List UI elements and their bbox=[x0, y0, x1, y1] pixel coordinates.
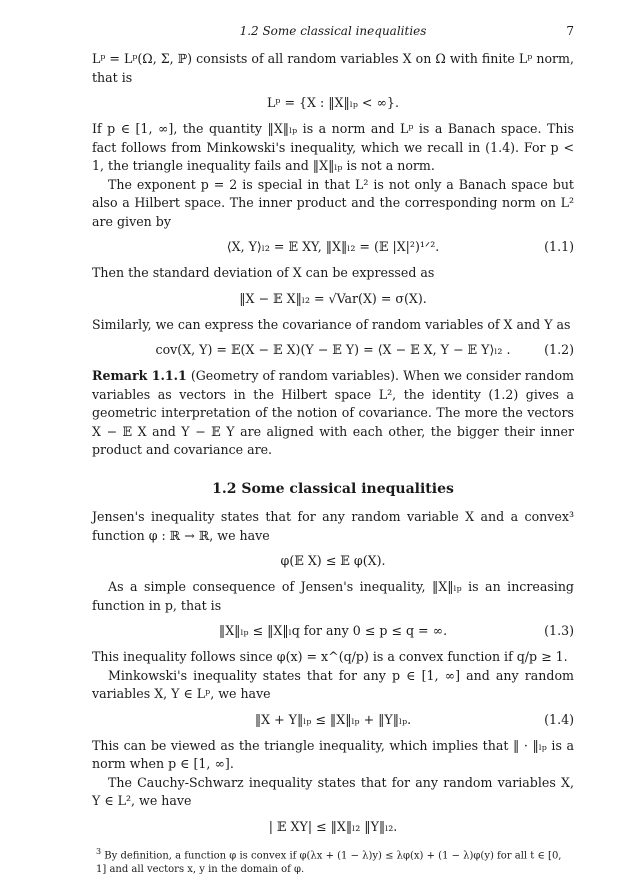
page-number: 7 bbox=[566, 24, 574, 38]
remark-body: (Geometry of random variables). When we consider random variables as vectors in the Hilbert space L², the identity (1.2) gives a geometric interpretation of the notion of covariance. The more the vectors X − 𝔼 X and Y − 𝔼 Y are aligned with each other, the bigger their inner product and covariance are. bbox=[92, 368, 574, 457]
equation-1-1 bbox=[92, 237, 574, 257]
equation-1-4 bbox=[92, 710, 574, 730]
paragraph-banach: If p ∈ [1, ∞], the quantity ‖X‖ₗₚ is a norm and Lᵖ is a Banach space. This fact follows from Minkowski's inequality, which we recall in (1.4). For p < 1, the triangle inequality fails and ‖X‖ₗₚ is not a norm. bbox=[92, 121, 574, 173]
equation-text: ‖X + Y‖ₗₚ ≤ ‖X‖ₗₚ + ‖Y‖ₗₚ. bbox=[254, 711, 412, 727]
equation-number: (1.4) bbox=[544, 711, 574, 727]
remark-1-1-1 bbox=[92, 367, 574, 460]
footnote bbox=[92, 845, 574, 877]
footnote-text: By definition, a function φ is convex if φ(λx + (1 − λ)y) ≤ λφ(x) + (1 − λ)φ(y) for all t ∈ [0, 1] and all vectors x, y in the domain of φ. bbox=[96, 849, 562, 875]
equation-text: ‖X − 𝔼 X‖ₗ₂ = √Var(X) = σ(X). bbox=[239, 290, 427, 306]
equation-text: Lᵖ = {X : ‖X‖ₗₚ < ∞}. bbox=[267, 95, 399, 110]
equation-number: (1.2) bbox=[544, 342, 574, 357]
footnote-mark: 3 bbox=[96, 846, 102, 856]
paragraph-jensen: Jensen's inequality states that for any random variable X and a convex³ function φ : ℝ → ℝ, we have bbox=[92, 509, 574, 543]
equation-text: ⟨X, Y⟩ₗ₂ = 𝔼 XY, ‖X‖ₗ₂ = (𝔼 |X|²)¹ᐟ². bbox=[226, 239, 440, 254]
equation-text: cov(X, Y) = 𝔼(X − 𝔼 X)(Y − 𝔼 Y) = ⟨X − 𝔼 X, Y − 𝔼 Y⟩ₗ₂ . bbox=[155, 342, 511, 357]
paragraph-triangle-inequality: This can be viewed as the triangle inequality, which implies that ‖ · ‖ₗₚ is a norm when p ∈ [1, ∞]. bbox=[92, 737, 574, 771]
equation-1-3 bbox=[92, 621, 574, 641]
paragraph-hilbert: The exponent p = 2 is special in that L² is not only a Banach space but also a Hilbert space. The inner product and the corresponding norm on L² are given by bbox=[92, 176, 574, 229]
remark-title: Remark 1.1.1 bbox=[92, 368, 187, 383]
paragraph-cauchy-schwarz: The Cauchy-Schwarz inequality states that for any random variables X, Y ∈ L², we have bbox=[92, 774, 574, 808]
page bbox=[92, 22, 574, 877]
paragraph-covariance: Similarly, we can express the covariance of random variables of X and Y as bbox=[92, 316, 571, 332]
paragraph-standard-deviation: Then the standard deviation of X can be expressed as bbox=[92, 265, 435, 280]
paragraph-convexity: This inequality follows since φ(x) = x^(q/p) is a convex function if q/p ≥ 1. bbox=[92, 649, 568, 664]
running-title: 1.2 Some classical inequalities bbox=[239, 24, 427, 38]
equation-number: (1.1) bbox=[544, 239, 574, 254]
equation-jensen bbox=[92, 551, 574, 571]
equation-lp-space bbox=[92, 93, 574, 113]
equation-standard-deviation bbox=[92, 289, 574, 309]
running-header bbox=[92, 22, 574, 40]
equation-1-2 bbox=[92, 340, 574, 360]
equation-text: | 𝔼 XY| ≤ ‖X‖ₗ₂ ‖Y‖ₗ₂. bbox=[268, 818, 398, 834]
equation-cauchy-schwarz bbox=[92, 817, 574, 837]
paragraph-lp-definition: Lᵖ = Lᵖ(Ω, Σ, ℙ) consists of all random variables X on Ω with finite Lᵖ norm, that is bbox=[92, 51, 574, 85]
equation-number: (1.3) bbox=[544, 623, 574, 638]
equation-text: ‖X‖ₗₚ ≤ ‖X‖ₗq for any 0 ≤ p ≤ q = ∞. bbox=[218, 623, 448, 638]
section-title: 1.2 Some classical inequalities bbox=[212, 480, 454, 497]
paragraph-minkowski: Minkowski's inequality states that for any p ∈ [1, ∞] and any random variables X, Y ∈ Lᵖ, we have bbox=[92, 667, 574, 701]
equation-text: φ(𝔼 X) ≤ 𝔼 φ(X). bbox=[280, 553, 386, 568]
paragraph-increasing-norm: As a simple consequence of Jensen's inequality, ‖X‖ₗₚ is an increasing function in p, that is bbox=[92, 579, 574, 613]
